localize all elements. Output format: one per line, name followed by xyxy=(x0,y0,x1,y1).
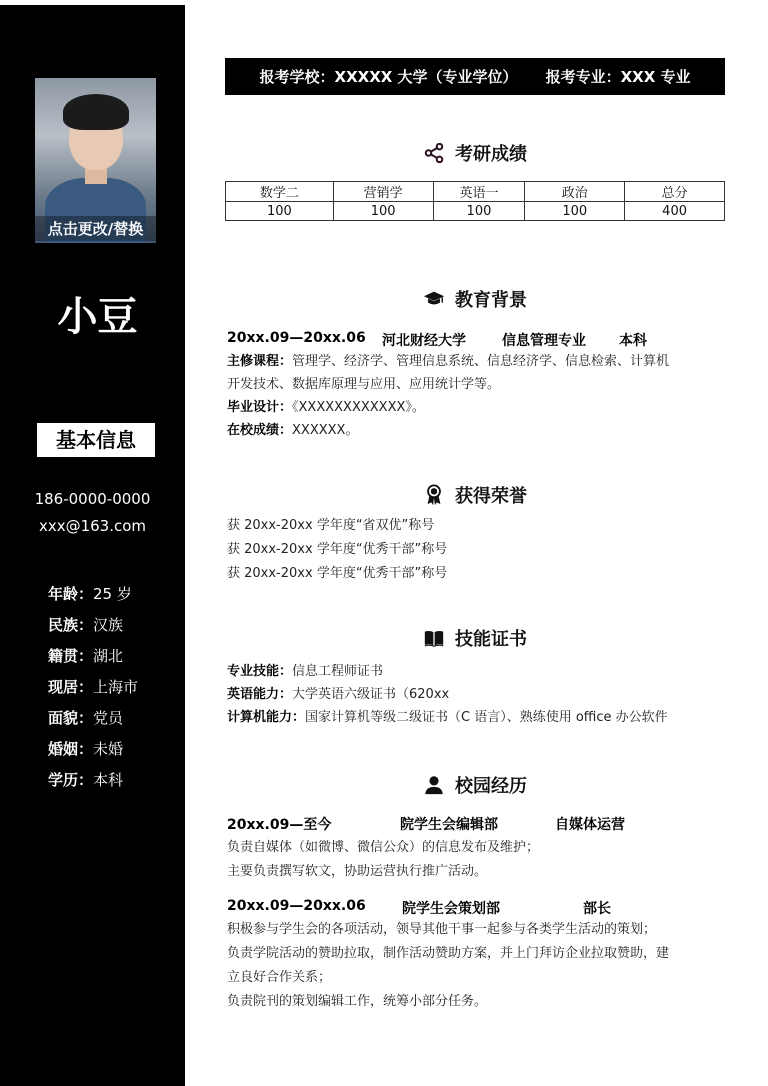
exp-detail: 负责自媒体（如微博、微信公众）的信息发布及维护； xyxy=(227,840,540,855)
exp-role: 自媒体运营 xyxy=(555,817,625,833)
info-row-residence xyxy=(48,676,138,707)
education-degree: 本科 xyxy=(619,333,647,349)
section-title-text: 教育背景 xyxy=(455,290,527,311)
score-header-cell: 数学二 xyxy=(226,182,334,202)
exp-detail: 负责院刊的策划编辑工作，统筹小部分任务。 xyxy=(227,994,488,1009)
profile-photo[interactable] xyxy=(35,78,156,243)
field-value: XXXXXX。 xyxy=(292,423,359,438)
info-value: 湖北 xyxy=(93,647,124,665)
scores-table xyxy=(225,181,725,221)
section-title-skills xyxy=(225,625,725,651)
info-label: 民族： xyxy=(48,616,94,634)
target-major: 报考专业：XXX 专业 xyxy=(545,68,691,86)
open-book-icon xyxy=(423,627,445,649)
user-icon xyxy=(423,774,445,796)
exp-period: 20xx.09—20xx.06 xyxy=(227,898,366,914)
phone-number: 186-0000-0000 xyxy=(34,490,151,508)
section-title-text: 获得荣誉 xyxy=(455,486,527,507)
education-major: 信息管理专业 xyxy=(502,333,586,349)
field-label: 计算机能力： xyxy=(227,710,306,725)
field-label: 毕业设计： xyxy=(227,400,293,415)
field-value: 《XXXXXXXXXXXX》。 xyxy=(292,400,425,415)
score-header-cell: 总分 xyxy=(625,182,725,202)
basic-info-title: 基本信息 xyxy=(37,423,155,457)
info-row-education xyxy=(48,769,138,800)
application-banner xyxy=(225,58,725,95)
skill-english xyxy=(227,685,727,705)
info-value: 本科 xyxy=(93,771,124,789)
info-row-age xyxy=(48,583,138,614)
info-label: 现居： xyxy=(48,678,94,696)
section-title-scores xyxy=(225,140,725,166)
education-grade xyxy=(227,421,727,441)
exp-detail: 立良好合作关系； xyxy=(227,970,332,985)
info-label: 年龄： xyxy=(48,585,94,603)
exp-detail: 主要负责撰写软文，协助运营执行推广活动。 xyxy=(227,864,488,879)
score-value-cell: 100 xyxy=(226,202,334,221)
field-label: 在校成绩： xyxy=(227,423,293,438)
score-value-cell: 400 xyxy=(625,202,725,221)
info-list xyxy=(48,583,138,800)
education-header xyxy=(227,330,727,350)
section-title-text: 校园经历 xyxy=(455,776,527,797)
info-value: 未婚 xyxy=(93,740,124,758)
exp-detail: 负责学院活动的赞助拉取，制作活动赞助方案，并上门拜访企业拉取赞助，建 xyxy=(227,946,670,961)
score-value-cell: 100 xyxy=(333,202,433,221)
sidebar xyxy=(0,5,185,1086)
info-row-political xyxy=(48,707,138,738)
exp-detail: 积极参与学生会的各项活动，领导其他干事一起参与各类学生活动的策划； xyxy=(227,922,657,937)
section-title-honors xyxy=(225,482,725,508)
share-nodes-icon xyxy=(423,142,445,164)
field-label: 主修课程： xyxy=(227,354,293,369)
field-value: 大学英语六级证书（620xx xyxy=(292,687,450,702)
scores-value-row xyxy=(226,202,725,221)
scores-header-row xyxy=(226,182,725,202)
candidate-name: 小豆 xyxy=(57,294,138,340)
award-ribbon-icon xyxy=(423,484,445,506)
info-value: 党员 xyxy=(93,709,124,727)
info-label: 籍贯： xyxy=(48,647,94,665)
section-title-campus xyxy=(225,772,725,798)
graduation-cap-icon xyxy=(423,288,445,310)
email-address: xxx@163.com xyxy=(38,517,147,535)
field-value: 国家计算机等级二级证书（C 语言）、熟练使用 office 办公软件 xyxy=(305,710,668,725)
info-row-ethnicity xyxy=(48,614,138,645)
info-label: 学历： xyxy=(48,771,94,789)
score-value-cell: 100 xyxy=(433,202,525,221)
section-title-text: 技能证书 xyxy=(455,629,527,650)
field-value: 管理学、经济学、管理信息系统、信息经济学、信息检索、计算机 xyxy=(292,354,670,369)
score-header-cell: 营销学 xyxy=(333,182,433,202)
field-label: 专业技能： xyxy=(227,664,293,679)
campus-exp1-header xyxy=(227,814,727,834)
campus-exp2-header xyxy=(227,898,727,918)
exp-org: 院学生会策划部 xyxy=(402,901,500,917)
exp-period: 20xx.09—至今 xyxy=(227,817,332,833)
info-value: 上海市 xyxy=(93,678,139,696)
exp-org: 院学生会编辑部 xyxy=(400,817,498,833)
score-header-cell: 英语一 xyxy=(433,182,525,202)
exp-role: 部长 xyxy=(583,901,611,917)
target-school: 报考学校：XXXXX 大学（专业学位） xyxy=(259,68,518,86)
field-label: 英语能力： xyxy=(227,687,293,702)
photo-change-caption[interactable]: 点击更改/替换 xyxy=(35,216,156,241)
honor-item: 获 20xx-20xx 学年度“优秀干部”称号 xyxy=(227,566,448,581)
skill-professional xyxy=(227,662,727,682)
section-title-education xyxy=(225,286,725,312)
education-courses-line2: 开发技术、数据库原理与应用、应用统计学等。 xyxy=(227,377,501,392)
info-value: 汉族 xyxy=(93,616,124,634)
section-title-text: 考研成绩 xyxy=(455,144,527,165)
field-value: 信息工程师证书 xyxy=(292,664,384,679)
score-value-cell: 100 xyxy=(525,202,625,221)
photo-hair xyxy=(63,94,129,130)
score-header-cell: 政治 xyxy=(525,182,625,202)
info-row-hometown xyxy=(48,645,138,676)
info-label: 婚姻： xyxy=(48,740,94,758)
info-row-marital xyxy=(48,738,138,769)
education-thesis xyxy=(227,398,727,418)
info-label: 面貌： xyxy=(48,709,94,727)
honor-item: 获 20xx-20xx 学年度“优秀干部”称号 xyxy=(227,542,448,557)
info-value: 25 岁 xyxy=(93,585,132,603)
education-school: 河北财经大学 xyxy=(382,333,466,349)
education-period: 20xx.09—20xx.06 xyxy=(227,330,366,346)
skill-computer xyxy=(227,708,727,728)
honor-item: 获 20xx-20xx 学年度“省双优”称号 xyxy=(227,518,435,533)
education-courses-line1 xyxy=(227,352,727,372)
